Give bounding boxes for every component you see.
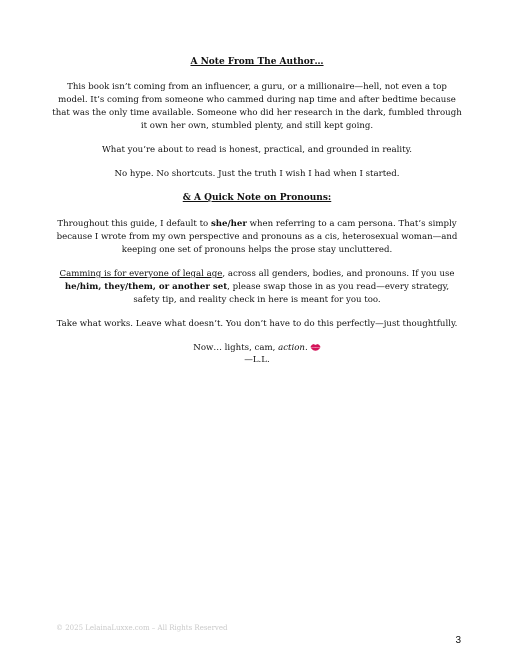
pronouns-p2-text-a: , across all genders, bodies, and pronouns. If you use xyxy=(222,269,455,279)
author-note-heading: A Note From The Author… xyxy=(190,57,324,67)
author-note-paragraph-1: This book isn’t coming from an influencer, a guru, or a millionaire—hell, not even a top model. It’s coming from someone who cammed during nap time and after bedtime because that was the only time available. Someone who did her research in the dark, fumbled through it own her own, stumbled plenty, and still kept going. xyxy=(52,82,462,131)
signoff-text-a: Now… lights, cam, xyxy=(193,343,279,353)
pronouns-paragraph-2 xyxy=(52,268,462,307)
pronouns-heading: & A Quick Note on Pronouns: xyxy=(182,193,332,203)
signoff-italic: action xyxy=(278,343,305,353)
signoff-text-b: . xyxy=(304,343,308,353)
kiss-mark-icon xyxy=(310,343,321,351)
copyright-footer: © 2025 LelainaLuxxe.com – All Rights Reserved xyxy=(56,624,228,632)
page-number: 3 xyxy=(455,635,461,646)
signoff-line xyxy=(52,342,462,354)
page-content xyxy=(52,56,462,366)
author-note-paragraph-2: What you’re about to read is honest, practical, and grounded in reality. xyxy=(101,145,413,155)
pronouns-p1-text-a: Throughout this guide, I default to xyxy=(57,219,211,229)
pronouns-p2-text-b: , please swap those in as you read—every strategy, safety tip, and reality check in here is meant for you too. xyxy=(133,282,450,305)
author-note-paragraph-3: No hype. No shortcuts. Just the truth I wish I had when I started. xyxy=(114,169,400,179)
pronouns-p2-underlined: Camming is for everyone of legal age xyxy=(59,269,223,279)
pronouns-p1-text-b: when referring to a cam persona. That’s simply because I wrote from my own perspective and pronouns as a cis, heterosexual woman—and keeping one set of pronouns helps the prose stay uncluttered. xyxy=(56,219,458,255)
pronouns-p2-bold: he/him, they/them, or another set xyxy=(64,282,228,292)
closing-line: Take what works. Leave what doesn’t. You don’t have to do this perfectly—just thoughtfully. xyxy=(56,319,458,329)
signature: —L.L. xyxy=(244,355,270,365)
pronouns-p1-bold: she/her xyxy=(210,219,247,229)
pronouns-paragraph-1 xyxy=(52,218,462,257)
